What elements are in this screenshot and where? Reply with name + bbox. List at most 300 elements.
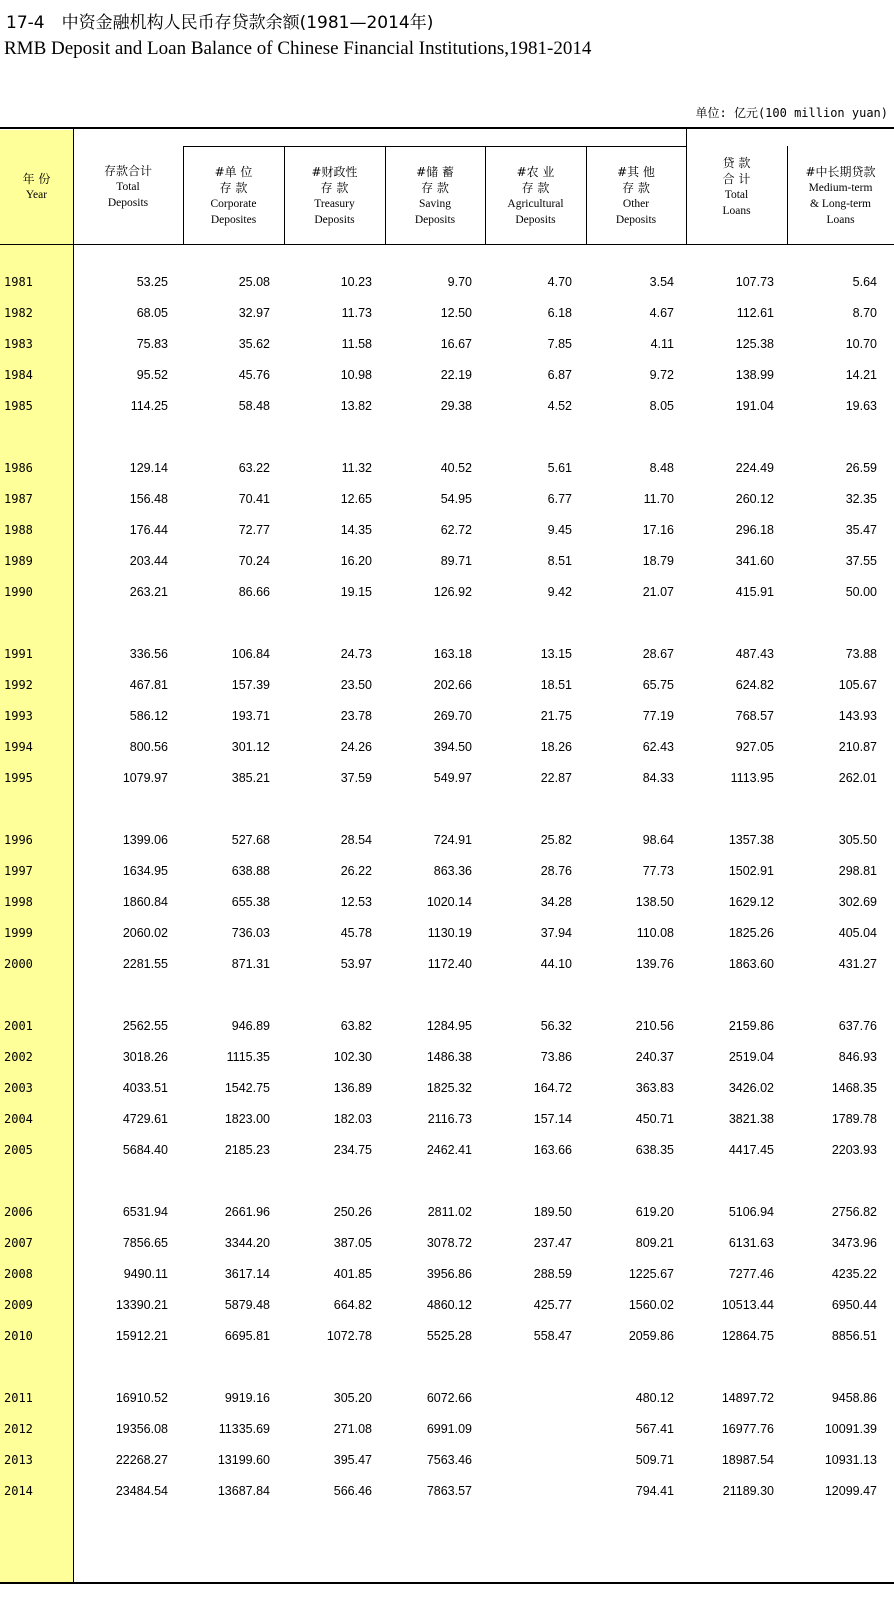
value-cell: 6131.63 [728,1236,774,1250]
value-cell: 2059.86 [628,1329,674,1343]
value-cell: 24.73 [340,647,372,661]
value-cell: 19.63 [845,399,877,413]
column-header-en: Medium-term & Long-term Loans [808,181,873,226]
column-header-cn: 贷 款 合 计 [722,156,751,186]
value-cell: 12.53 [340,895,372,909]
year-cell: 2005 [4,1143,33,1157]
value-cell: 29.38 [440,399,472,413]
value-cell: 301.12 [231,740,270,754]
value-cell: 6695.81 [224,1329,270,1343]
value-cell: 3078.72 [426,1236,472,1250]
header-divider [686,129,687,245]
column-header-cn: #其 他 存 款 [617,164,655,195]
value-cell: 1486.38 [426,1050,472,1064]
value-cell: 5.61 [547,461,572,475]
value-cell: 305.50 [838,833,877,847]
table-row [0,333,894,355]
value-cell: 6.77 [547,492,572,506]
value-cell: 768.57 [735,709,774,723]
value-cell: 50.00 [845,585,877,599]
value-cell: 40.52 [440,461,472,475]
value-cell: 1823.00 [224,1112,270,1126]
column-header-8 [787,147,894,244]
value-cell: 164.72 [533,1081,572,1095]
year-column-divider [73,129,74,1583]
value-cell: 28.67 [642,647,674,661]
value-cell: 21.07 [642,585,674,599]
value-cell: 6072.66 [426,1391,472,1405]
table-row [0,860,894,882]
year-cell: 2004 [4,1112,33,1126]
value-cell: 527.68 [231,833,270,847]
value-cell: 4235.22 [831,1267,877,1281]
value-cell: 157.39 [231,678,270,692]
table-row [0,395,894,417]
value-cell: 450.71 [635,1112,674,1126]
year-cell: 2009 [4,1298,33,1312]
table-bottom-rule [0,1582,894,1584]
table-row [0,1449,894,1471]
value-cell: 927.05 [735,740,774,754]
value-cell: 5525.28 [426,1329,472,1343]
value-cell: 431.27 [838,957,877,971]
table-row [0,364,894,386]
value-cell: 260.12 [735,492,774,506]
value-cell: 11.32 [341,461,372,475]
value-cell: 22.87 [540,771,572,785]
value-cell: 224.49 [735,461,774,475]
value-cell: 65.75 [642,678,674,692]
table-row [0,829,894,851]
header-bottom-rule [0,244,894,245]
value-cell: 75.83 [136,337,168,351]
value-cell: 1225.67 [628,1267,674,1281]
value-cell: 2116.73 [427,1112,472,1126]
value-cell: 45.78 [340,926,372,940]
value-cell: 624.82 [735,678,774,692]
value-cell: 12.65 [340,492,372,506]
value-cell: 9490.11 [123,1267,168,1281]
value-cell: 1172.40 [427,957,472,971]
value-cell: 72.77 [238,523,270,537]
value-cell: 2159.86 [728,1019,774,1033]
value-cell: 21.75 [540,709,572,723]
table-row [0,581,894,603]
value-cell: 6950.44 [831,1298,877,1312]
value-cell: 11335.69 [218,1422,270,1436]
value-cell: 385.21 [231,771,270,785]
value-cell: 23.78 [340,709,372,723]
value-cell: 157.14 [533,1112,572,1126]
value-cell: 1399.06 [122,833,168,847]
value-cell: 5.64 [852,275,877,289]
value-cell: 1357.38 [728,833,774,847]
value-cell: 724.91 [433,833,472,847]
value-cell: 395.47 [333,1453,372,1467]
value-cell: 1020.14 [426,895,472,909]
value-cell: 163.66 [533,1143,572,1157]
table-row [0,1232,894,1254]
value-cell: 1502.91 [728,864,774,878]
value-cell: 8.70 [852,306,877,320]
header-divider [73,129,74,245]
table-row [0,1418,894,1440]
value-cell: 10513.44 [721,1298,774,1312]
table-row [0,1387,894,1409]
column-header-cn: #财政性 存 款 [311,164,358,195]
value-cell: 16910.52 [115,1391,168,1405]
value-cell: 53.97 [340,957,372,971]
value-cell: 114.25 [130,399,168,413]
value-cell: 84.33 [642,771,674,785]
table-row [0,922,894,944]
value-cell: 4033.51 [122,1081,168,1095]
value-cell: 1130.19 [427,926,472,940]
table-row [0,519,894,541]
year-cell: 1991 [4,647,33,661]
value-cell: 2462.41 [426,1143,472,1157]
value-cell: 19.15 [340,585,372,599]
column-header-en: Saving Deposits [414,197,456,226]
value-cell: 7563.46 [426,1453,472,1467]
header-divider [586,146,587,245]
value-cell: 736.03 [231,926,270,940]
year-cell: 1989 [4,554,33,568]
value-cell: 1634.95 [122,864,168,878]
value-cell: 387.05 [333,1236,372,1250]
value-cell: 210.56 [635,1019,674,1033]
value-cell: 35.62 [238,337,270,351]
column-header-en: Other Deposits [615,197,657,226]
value-cell: 7277.46 [728,1267,774,1281]
value-cell: 637.76 [838,1019,877,1033]
table-title-cn: 17-4 中资金融机构人民币存贷款余额(1981—2014年) [6,13,434,33]
value-cell: 4417.45 [728,1143,774,1157]
value-cell: 2185.23 [224,1143,270,1157]
value-cell: 234.75 [333,1143,372,1157]
value-cell: 296.18 [735,523,774,537]
year-cell: 1999 [4,926,33,940]
value-cell: 11.58 [341,337,372,351]
table-row [0,1263,894,1285]
value-cell: 10931.13 [824,1453,877,1467]
value-cell: 1825.32 [426,1081,472,1095]
value-cell: 10.70 [845,337,877,351]
value-cell: 655.38 [231,895,270,909]
value-cell: 638.35 [635,1143,674,1157]
value-cell: 566.46 [333,1484,372,1498]
value-cell: 271.08 [333,1422,372,1436]
value-cell: 22.19 [440,368,472,382]
value-cell: 126.92 [433,585,472,599]
table-row [0,1325,894,1347]
value-cell: 18.51 [540,678,572,692]
value-cell: 800.56 [129,740,168,754]
value-cell: 8856.51 [831,1329,877,1343]
value-cell: 3473.96 [831,1236,877,1250]
value-cell: 1825.26 [728,926,774,940]
table-row [0,1108,894,1130]
value-cell: 18987.54 [721,1453,774,1467]
value-cell: 62.43 [642,740,674,754]
value-cell: 794.41 [635,1484,674,1498]
year-cell: 2014 [4,1484,33,1498]
column-header-cn: 年 份 [22,172,51,186]
value-cell: 37.55 [845,554,877,568]
value-cell: 34.28 [540,895,572,909]
value-cell: 9.42 [547,585,572,599]
value-cell: 156.48 [129,492,168,506]
value-cell: 193.71 [231,709,270,723]
value-cell: 70.41 [238,492,270,506]
year-cell: 1984 [4,368,33,382]
value-cell: 18.79 [642,554,674,568]
value-cell: 28.76 [540,864,572,878]
value-cell: 13687.84 [217,1484,270,1498]
value-cell: 138.99 [735,368,774,382]
value-cell: 21189.30 [722,1484,774,1498]
value-cell: 480.12 [635,1391,674,1405]
value-cell: 28.54 [340,833,372,847]
header-divider [787,146,788,245]
table-row [0,457,894,479]
value-cell: 56.32 [540,1019,572,1033]
value-cell: 9.45 [547,523,572,537]
year-cell: 1992 [4,678,33,692]
value-cell: 163.18 [433,647,472,661]
value-cell: 262.01 [838,771,877,785]
value-cell: 549.97 [433,771,472,785]
value-cell: 558.47 [533,1329,572,1343]
value-cell: 467.81 [129,678,168,692]
value-cell: 305.20 [333,1391,372,1405]
value-cell: 106.84 [231,647,270,661]
value-cell: 14.35 [340,523,372,537]
value-cell: 10091.39 [824,1422,877,1436]
value-cell: 112.61 [736,306,774,320]
value-cell: 22268.27 [115,1453,168,1467]
year-cell: 1995 [4,771,33,785]
value-cell: 809.21 [635,1236,674,1250]
value-cell: 638.88 [231,864,270,878]
value-cell: 363.83 [635,1081,674,1095]
column-header-5 [485,147,586,244]
value-cell: 1860.84 [122,895,168,909]
value-cell: 32.35 [845,492,877,506]
value-cell: 7.85 [547,337,572,351]
value-cell: 5106.94 [728,1205,774,1219]
deposit-subgroup-rule [183,146,686,147]
value-cell: 105.67 [838,678,877,692]
value-cell: 250.26 [333,1205,372,1219]
value-cell: 5684.40 [122,1143,168,1157]
value-cell: 63.22 [238,461,270,475]
value-cell: 619.20 [635,1205,674,1219]
value-cell: 3821.38 [728,1112,774,1126]
column-header-en: Total Deposits [107,181,149,209]
value-cell: 182.03 [333,1112,372,1126]
column-header-cn: #农 业 存 款 [516,164,555,195]
value-cell: 45.76 [238,368,270,382]
value-cell: 129.14 [129,461,168,475]
value-cell: 302.69 [838,895,877,909]
value-cell: 3426.02 [728,1081,774,1095]
table-row [0,271,894,293]
table-row [0,1294,894,1316]
year-cell: 2002 [4,1050,33,1064]
value-cell: 240.37 [635,1050,674,1064]
column-header-cn: #单 位 存 款 [214,164,253,195]
year-cell: 1996 [4,833,33,847]
value-cell: 263.21 [129,585,168,599]
value-cell: 401.85 [333,1267,372,1281]
value-cell: 2281.55 [122,957,168,971]
value-cell: 7856.65 [122,1236,168,1250]
value-cell: 17.16 [642,523,674,537]
value-cell: 237.47 [533,1236,572,1250]
value-cell: 70.24 [238,554,270,568]
value-cell: 336.56 [129,647,168,661]
value-cell: 16.20 [340,554,372,568]
value-cell: 2519.04 [728,1050,774,1064]
value-cell: 1468.35 [831,1081,877,1095]
value-cell: 487.43 [735,647,774,661]
value-cell: 13199.60 [217,1453,270,1467]
year-cell: 2007 [4,1236,33,1250]
value-cell: 3344.20 [224,1236,270,1250]
year-cell: 1998 [4,895,33,909]
table-row [0,674,894,696]
value-cell: 4.70 [547,275,572,289]
table-row [0,891,894,913]
value-cell: 25.82 [540,833,572,847]
value-cell: 1560.02 [628,1298,674,1312]
year-cell: 1994 [4,740,33,754]
value-cell: 11.73 [341,306,372,320]
value-cell: 16977.76 [721,1422,774,1436]
table-row [0,1480,894,1502]
column-header-cn: 存款合计 [103,164,152,178]
column-header-3 [284,147,385,244]
value-cell: 189.50 [533,1205,572,1219]
header-divider [284,146,285,245]
value-cell: 8.05 [649,399,674,413]
column-header-en: Corporate Deposites [210,197,257,226]
value-cell: 26.22 [340,864,372,878]
unit-label: 单位: 亿元(100 million yuan) [695,106,888,120]
value-cell: 32.97 [238,306,270,320]
column-header-7 [686,130,787,244]
table-row [0,1201,894,1223]
value-cell: 394.50 [433,740,472,754]
value-cell: 288.59 [533,1267,572,1281]
table-row [0,767,894,789]
value-cell: 13390.21 [115,1298,168,1312]
value-cell: 1072.78 [326,1329,372,1343]
value-cell: 298.81 [838,864,877,878]
year-cell: 1997 [4,864,33,878]
value-cell: 1789.78 [831,1112,877,1126]
table-row [0,1139,894,1161]
value-cell: 946.89 [231,1019,270,1033]
value-cell: 6531.94 [122,1205,168,1219]
value-cell: 44.10 [540,957,572,971]
value-cell: 2756.82 [831,1205,877,1219]
value-cell: 37.59 [340,771,372,785]
value-cell: 1284.95 [426,1019,472,1033]
value-cell: 14897.72 [721,1391,774,1405]
value-cell: 1542.75 [224,1081,270,1095]
column-header-en: Total Loans [722,189,751,217]
value-cell: 415.91 [735,585,774,599]
value-cell: 77.19 [642,709,674,723]
year-cell: 2008 [4,1267,33,1281]
value-cell: 210.87 [838,740,877,754]
year-cell: 1982 [4,306,33,320]
year-cell: 1983 [4,337,33,351]
value-cell: 6.87 [547,368,572,382]
value-cell: 138.50 [635,895,674,909]
value-cell: 2060.02 [122,926,168,940]
table-row [0,488,894,510]
value-cell: 7863.57 [426,1484,472,1498]
value-cell: 15912.21 [115,1329,168,1343]
table-row [0,736,894,758]
value-cell: 73.86 [540,1050,572,1064]
value-cell: 95.52 [136,368,168,382]
value-cell: 846.93 [838,1050,877,1064]
value-cell: 176.44 [129,523,168,537]
value-cell: 2661.96 [224,1205,270,1219]
year-cell: 1988 [4,523,33,537]
table-title-en: RMB Deposit and Loan Balance of Chinese Financial Institutions,1981-2014 [4,38,592,59]
column-header-2 [183,147,284,244]
year-cell: 1990 [4,585,33,599]
value-cell: 9458.86 [831,1391,877,1405]
value-cell: 143.93 [838,709,877,723]
value-cell: 89.71 [440,554,472,568]
year-cell: 2006 [4,1205,33,1219]
value-cell: 37.94 [540,926,572,940]
value-cell: 863.36 [433,864,472,878]
value-cell: 2203.93 [831,1143,877,1157]
header-divider [183,146,184,245]
year-cell: 2003 [4,1081,33,1095]
header-divider [485,146,486,245]
value-cell: 102.30 [333,1050,372,1064]
value-cell: 9919.16 [224,1391,270,1405]
value-cell: 10.23 [340,275,372,289]
year-cell: 2011 [4,1391,33,1405]
year-cell: 1993 [4,709,33,723]
value-cell: 98.64 [642,833,674,847]
value-cell: 35.47 [845,523,877,537]
year-cell: 1981 [4,275,33,289]
value-cell: 10.98 [340,368,372,382]
value-cell: 23484.54 [115,1484,168,1498]
value-cell: 68.05 [136,306,168,320]
value-cell: 4.11 [650,337,674,351]
value-cell: 405.04 [838,926,877,940]
value-cell: 19356.08 [115,1422,168,1436]
column-header-cn: #中长期贷款 [805,164,876,179]
value-cell: 54.95 [440,492,472,506]
year-cell: 2013 [4,1453,33,1467]
value-cell: 3956.86 [426,1267,472,1281]
table-row [0,1077,894,1099]
table-top-rule [0,127,894,129]
table-row [0,550,894,572]
